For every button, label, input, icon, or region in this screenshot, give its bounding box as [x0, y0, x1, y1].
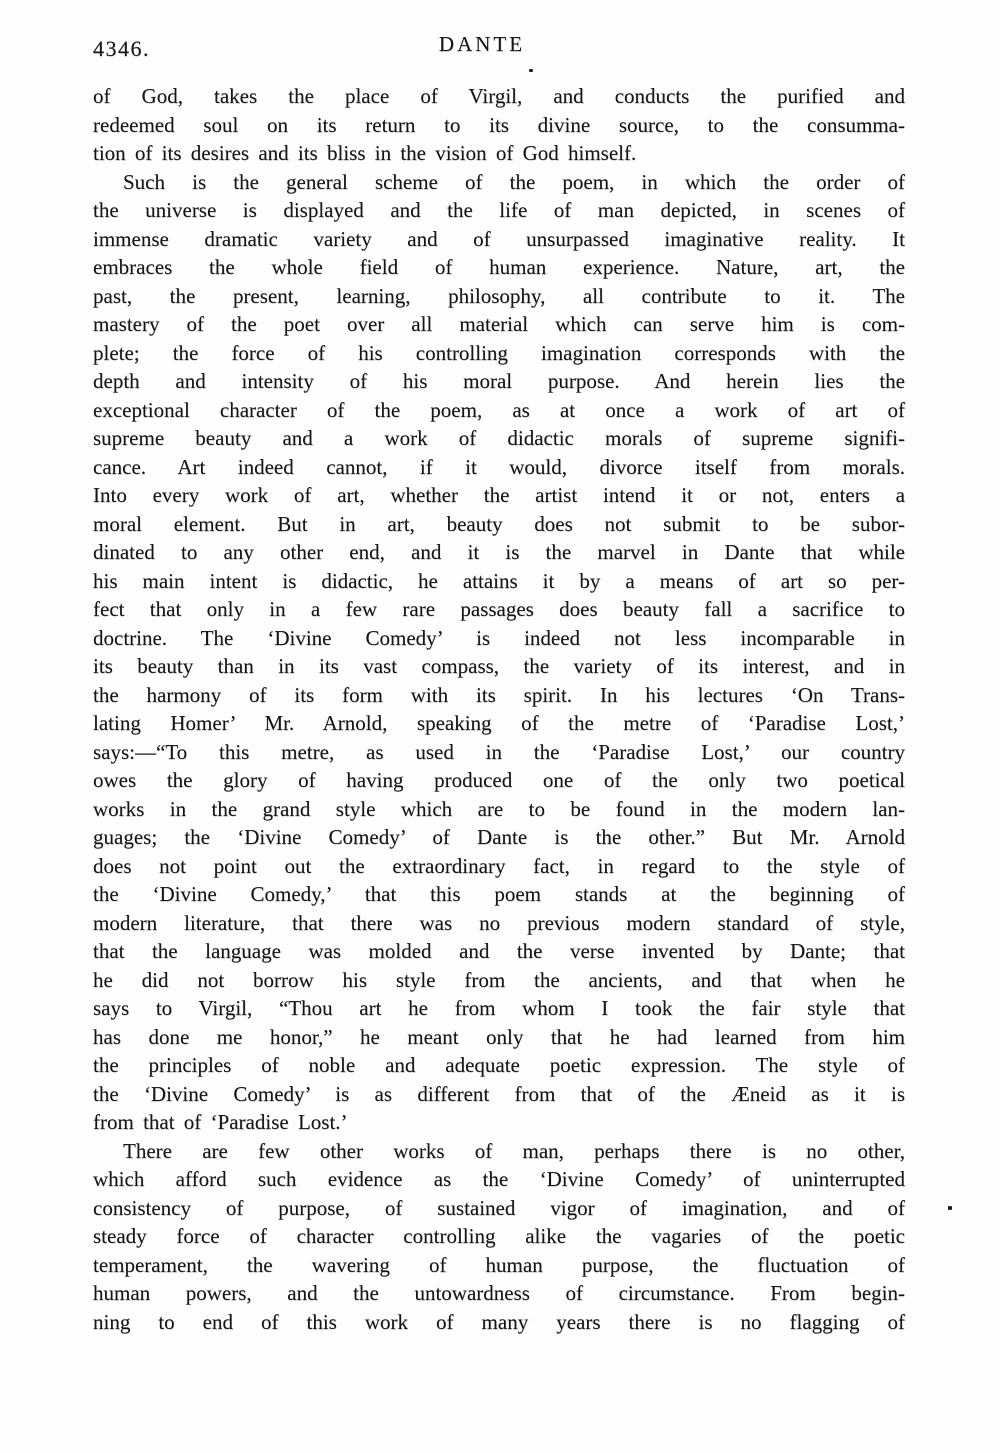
text-line: doctrine. The ‘Divine Comedy’ is indeed not less incomparable in [93, 625, 905, 650]
text-line: works in the grand style which are to be found in the modern lan- [93, 796, 905, 821]
text-line: immense dramatic variety and of unsurpassed imaginative reality. It [93, 226, 905, 251]
text-line: depth and intensity of his moral purpose. And herein lies the [93, 369, 905, 393]
text-line: from that of ‘Paradise Lost.’ [93, 1110, 348, 1134]
text-line: supreme beauty and a work of didactic morals of supreme signifi- [93, 426, 905, 450]
text-line: tion of its desires and its bliss in the vision of God himself. [93, 141, 637, 165]
text-line: modern literature, that there was no previous modern standard of style, [93, 910, 905, 935]
text-line: plete; the force of his controlling imagination corresponds with the [93, 340, 905, 365]
text-line: embraces the whole field of human experience. Nature, art, the [93, 255, 905, 279]
text-line: past, the present, learning, philosophy, all contribute to it. The [93, 283, 905, 308]
text-line: the ‘Divine Comedy,’ that this poem stands at the beginning of [93, 882, 905, 906]
text-line: fect that only in a few rare passages does beauty fall a sacrifice to [93, 597, 905, 621]
text-line: moral element. But in art, beauty does not submit to be subor- [93, 511, 905, 536]
text-line: owes the glory of having produced one of the only two poetical [93, 768, 905, 792]
text-line: does not point out the extraordinary fact, in regard to the style of [93, 853, 905, 878]
text-line: Such is the general scheme of the poem, in which the order of [123, 169, 905, 194]
text-line: ning to end of this work of many years there is no flagging of [93, 1309, 905, 1334]
page-header [93, 32, 905, 66]
text-line: the ‘Divine Comedy’ is as different from that of the Æneid as it is [93, 1081, 905, 1106]
text-line: the principles of noble and adequate poetic expression. The style of [93, 1053, 905, 1077]
text-line: says to Virgil, “Thou art he from whom I took the fair style that [93, 996, 905, 1020]
scan-artifact-dot [948, 1206, 952, 1210]
text-line: consistency of purpose, of sustained vigor of imagination, and of [93, 1195, 905, 1220]
text-line: has done me honor,” he meant only that he had learned from him [93, 1024, 905, 1049]
text-line: of God, takes the place of Virgil, and conducts the purified and [93, 84, 905, 108]
text-line: redeemed soul on its return to its divine source, to the consumma- [93, 112, 905, 137]
text-line: There are few other works of man, perhaps there is no other, [123, 1138, 905, 1163]
text-line: human powers, and the untowardness of circumstance. From begin- [93, 1281, 905, 1305]
text-line: temperament, the wavering of human purpose, the fluctuation of [93, 1252, 905, 1277]
text-line: which afford such evidence as the ‘Divine Comedy’ of uninterrupted [93, 1167, 905, 1191]
text-line: he did not borrow his style from the ancients, and that when he [93, 967, 905, 992]
text-line: the universe is displayed and the life of man depicted, in scenes of [93, 198, 905, 222]
scan-artifact-dot [529, 69, 533, 72]
text-column [93, 82, 905, 1336]
text-line: that the language was molded and the verse invented by Dante; that [93, 939, 905, 963]
page-number: 4346. [93, 36, 150, 61]
text-line: dinated to any other end, and it is the marvel in Dante that while [93, 540, 905, 564]
text-line: lating Homer’ Mr. Arnold, speaking of the metre of ‘Paradise Lost,’ [93, 711, 905, 735]
text-line: his main intent is didactic, he attains it by a means of art so per- [93, 568, 905, 593]
text-line: says:—“To this metre, as used in the ‘Paradise Lost,’ our country [93, 739, 905, 764]
text-line: its beauty than in its vast compass, the variety of its interest, and in [93, 654, 905, 678]
text-line: Into every work of art, whether the artist intend it or not, enters a [93, 483, 905, 507]
page-title: DANTE [438, 32, 526, 56]
text-line: steady force of character controlling alike the vagaries of the poetic [93, 1224, 905, 1248]
text-line: exceptional character of the poem, as at once a work of art of [93, 397, 905, 422]
text-line: mastery of the poet over all material which can serve him is com- [93, 312, 905, 336]
text-line: guages; the ‘Divine Comedy’ of Dante is the other.” But Mr. Arnold [93, 825, 905, 849]
text-line: cance. Art indeed cannot, if it would, divorce itself from morals. [93, 454, 905, 479]
text-line: the harmony of its form with its spirit. In his lectures ‘On Trans- [93, 682, 905, 707]
